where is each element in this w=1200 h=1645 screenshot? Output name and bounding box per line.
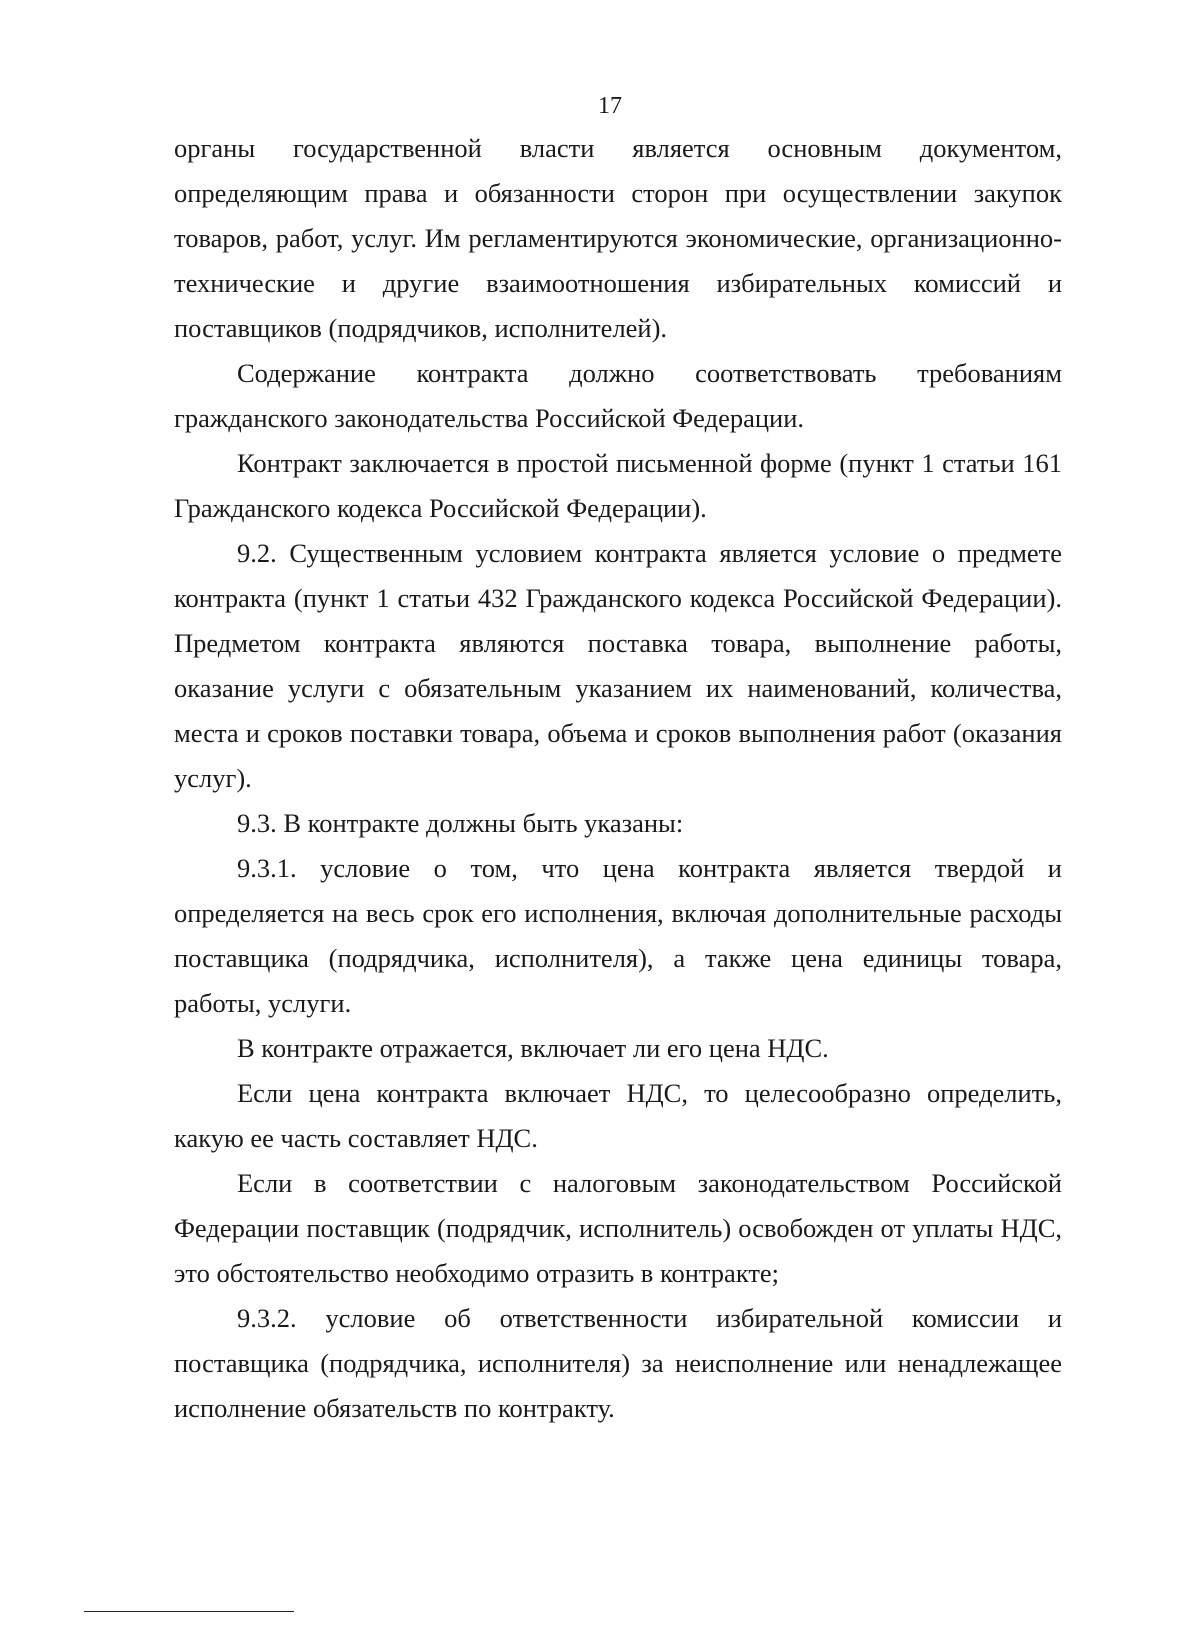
document-body — [174, 126, 1062, 1431]
paragraph-8: Если цена контракта включает НДС, то целесообразно определить, какую ее часть составляет НДС. — [174, 1078, 1062, 1153]
paragraph-1: органы государственной власти является основным документом, определяющим права и обязанности сторон при осуществлении закупок товаров, работ, услуг. Им регламентируются экономические, организационно-технические и другие взаимоотношения избирательных комиссий и поставщиков (подрядчиков, исполнителей). — [174, 133, 1062, 343]
paragraph-4: 9.2. Существенным условием контракта является условие о предмете контракта (пункт 1 статьи 432 Гражданского кодекса Российской Федерации). Предметом контракта являются поставка товара, выполнение работы, оказание услуги с обязательным указанием их наименований, количества, места и сроков поставки товара, объема и сроков выполнения работ (оказания услуг). — [174, 538, 1062, 793]
paragraph-7: В контракте отражается, включает ли его цена НДС. — [237, 1033, 829, 1063]
paragraph-10: 9.3.2. условие об ответственности избирательной комиссии и поставщика (подрядчика, исполнителя) за неисполнение или ненадлежащее исполнение обязательств по контракту. — [174, 1303, 1062, 1423]
paragraph-2: Содержание контракта должно соответствовать требованиям гражданского законодательства Российской Федерации. — [174, 358, 1062, 433]
paragraph-5: 9.3. В контракте должны быть указаны: — [237, 808, 684, 838]
paragraph-9: Если в соответствии с налоговым законодательством Российской Федерации поставщик (подрядчик, исполнитель) освобожден от уплаты НДС, это обстоятельство необходимо отразить в контракте; — [174, 1168, 1062, 1288]
paragraph-3: Контракт заключается в простой письменной форме (пункт 1 статьи 161 Гражданского кодекса Российской Федерации). — [174, 448, 1062, 523]
paragraph-6: 9.3.1. условие о том, что цена контракта является твердой и определяется на весь срок его исполнения, включая дополнительные расходы поставщика (подрядчика, исполнителя), а также цена единицы товара, работы, услуги. — [174, 853, 1062, 1018]
footnote-separator — [84, 1611, 294, 1612]
page-number: 17 — [598, 93, 622, 119]
